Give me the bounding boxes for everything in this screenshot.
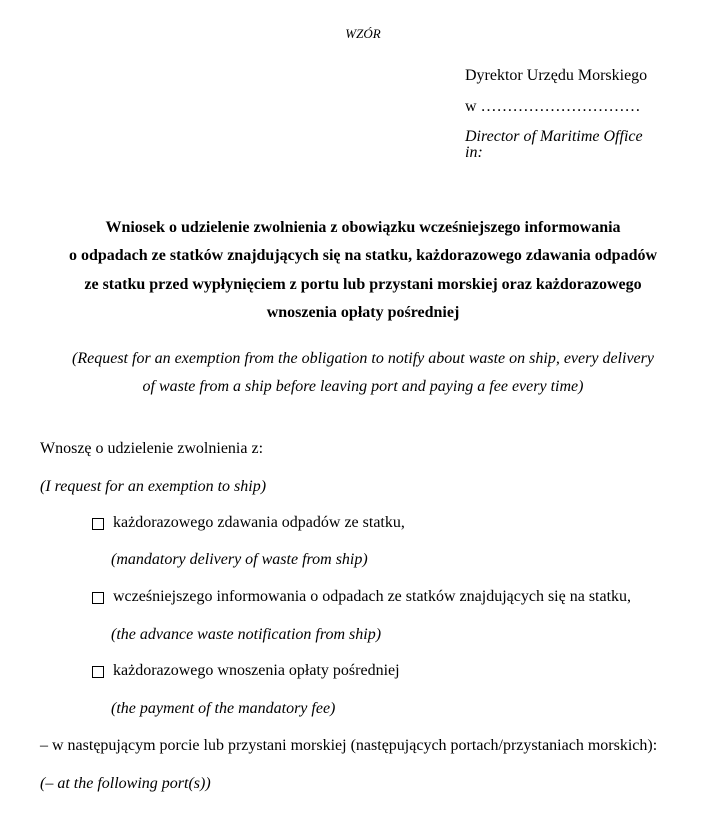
addressee-line-2: w ………………………… <box>465 98 641 115</box>
title-line-1: Wniosek o udzielenie zwolnienia z obowiązku wcześniejszego informowania <box>105 219 621 236</box>
option-label-2-en: (the advance waste notification from ship) <box>111 626 382 643</box>
request-intro: Wnoszę o udzielenie zwolnienia z: <box>40 440 264 457</box>
addressee-line-3: Director of Maritime Office <box>465 128 643 145</box>
addressee-line-1: Dyrektor Urzędu Morskiego <box>465 67 648 84</box>
title-line-4: wnoszenia opłaty pośredniej <box>266 304 460 321</box>
title-line-2: o odpadach ze statków znajdujących się na statku, każdorazowego zdawania odpadów <box>68 247 658 264</box>
checkbox-advance-notification[interactable] <box>92 592 104 604</box>
option-label-2: wcześniejszego informowania o odpadach ze statków znajdujących się na statku, <box>113 588 632 605</box>
subtitle-line-2: of waste from a ship before leaving port and paying a fee every time) <box>142 378 584 395</box>
port-line-en: (– at the following port(s)) <box>40 775 211 792</box>
option-label-3-en: (the payment of the mandatory fee) <box>111 700 336 717</box>
document-stamp-wzor: WZÓR <box>345 26 381 41</box>
port-line: – w następującym porcie lub przystani morskiej (następujących portach/przystaniach morskich): <box>40 737 658 754</box>
request-intro-en: (I request for an exemption to ship) <box>40 478 267 495</box>
option-label-1: każdorazowego zdawania odpadów ze statku, <box>113 514 405 531</box>
title-line-3: ze statku przed wypłynięciem z portu lub przystani morskiej oraz każdorazowego <box>84 276 642 293</box>
addressee-line-4: in: <box>465 144 483 161</box>
checkbox-mandatory-delivery[interactable] <box>92 518 104 530</box>
checkbox-mandatory-fee[interactable] <box>92 666 104 678</box>
option-label-1-en: (mandatory delivery of waste from ship) <box>111 551 368 568</box>
option-label-3: każdorazowego wnoszenia opłaty pośredniej <box>113 662 400 679</box>
subtitle-line-1: (Request for an exemption from the obligation to notify about waste on ship, every delivery <box>72 350 654 367</box>
